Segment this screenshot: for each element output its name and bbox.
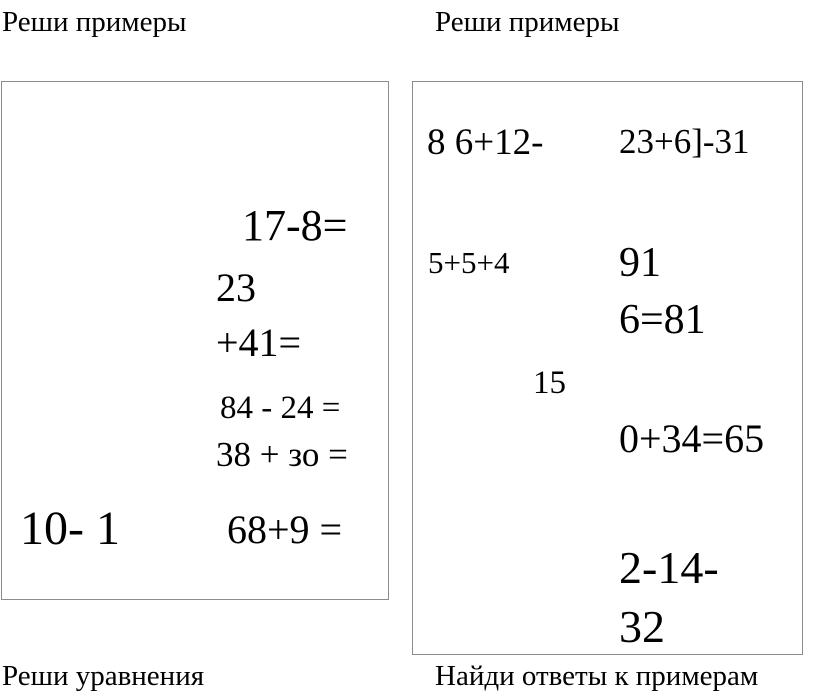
expression-91: 91 [619,240,661,286]
heading-solve-equations: Реши уравнения [2,660,205,692]
card-find-answers [412,81,803,655]
expression-68-plus-9: 68+9 = [227,507,343,552]
expression-17-minus-8: 17-8= [242,201,348,250]
expression-32: 32 [619,601,665,652]
expression-6-equals-81: 6=81 [619,297,706,343]
expression-10-minus-1: 10- 1 [20,502,120,555]
expression-23: 23 [216,265,256,310]
heading-find-answers: Найди ответы к примерам [435,660,759,692]
expression-15: 15 [533,365,566,401]
expression-2-minus-14: 2-14- [619,542,719,593]
heading-solve-examples-left: Реши примеры [2,6,187,38]
expression-84-minus-24: 84 - 24 = [220,390,341,426]
expression-86-plus-12: 8 6+12- [427,122,544,163]
expression-0-plus-34-equals-65: 0+34=65 [619,416,765,461]
expression-23-plus-6-minus-31: 23+6]-31 [619,122,750,161]
heading-solve-examples-right: Реши примеры [435,6,620,38]
expression-plus-41: +41= [216,320,302,365]
expression-38-plus-30: 38 + зо = [216,435,348,474]
expression-5-plus-5-plus-4: 5+5+4 [428,245,510,280]
